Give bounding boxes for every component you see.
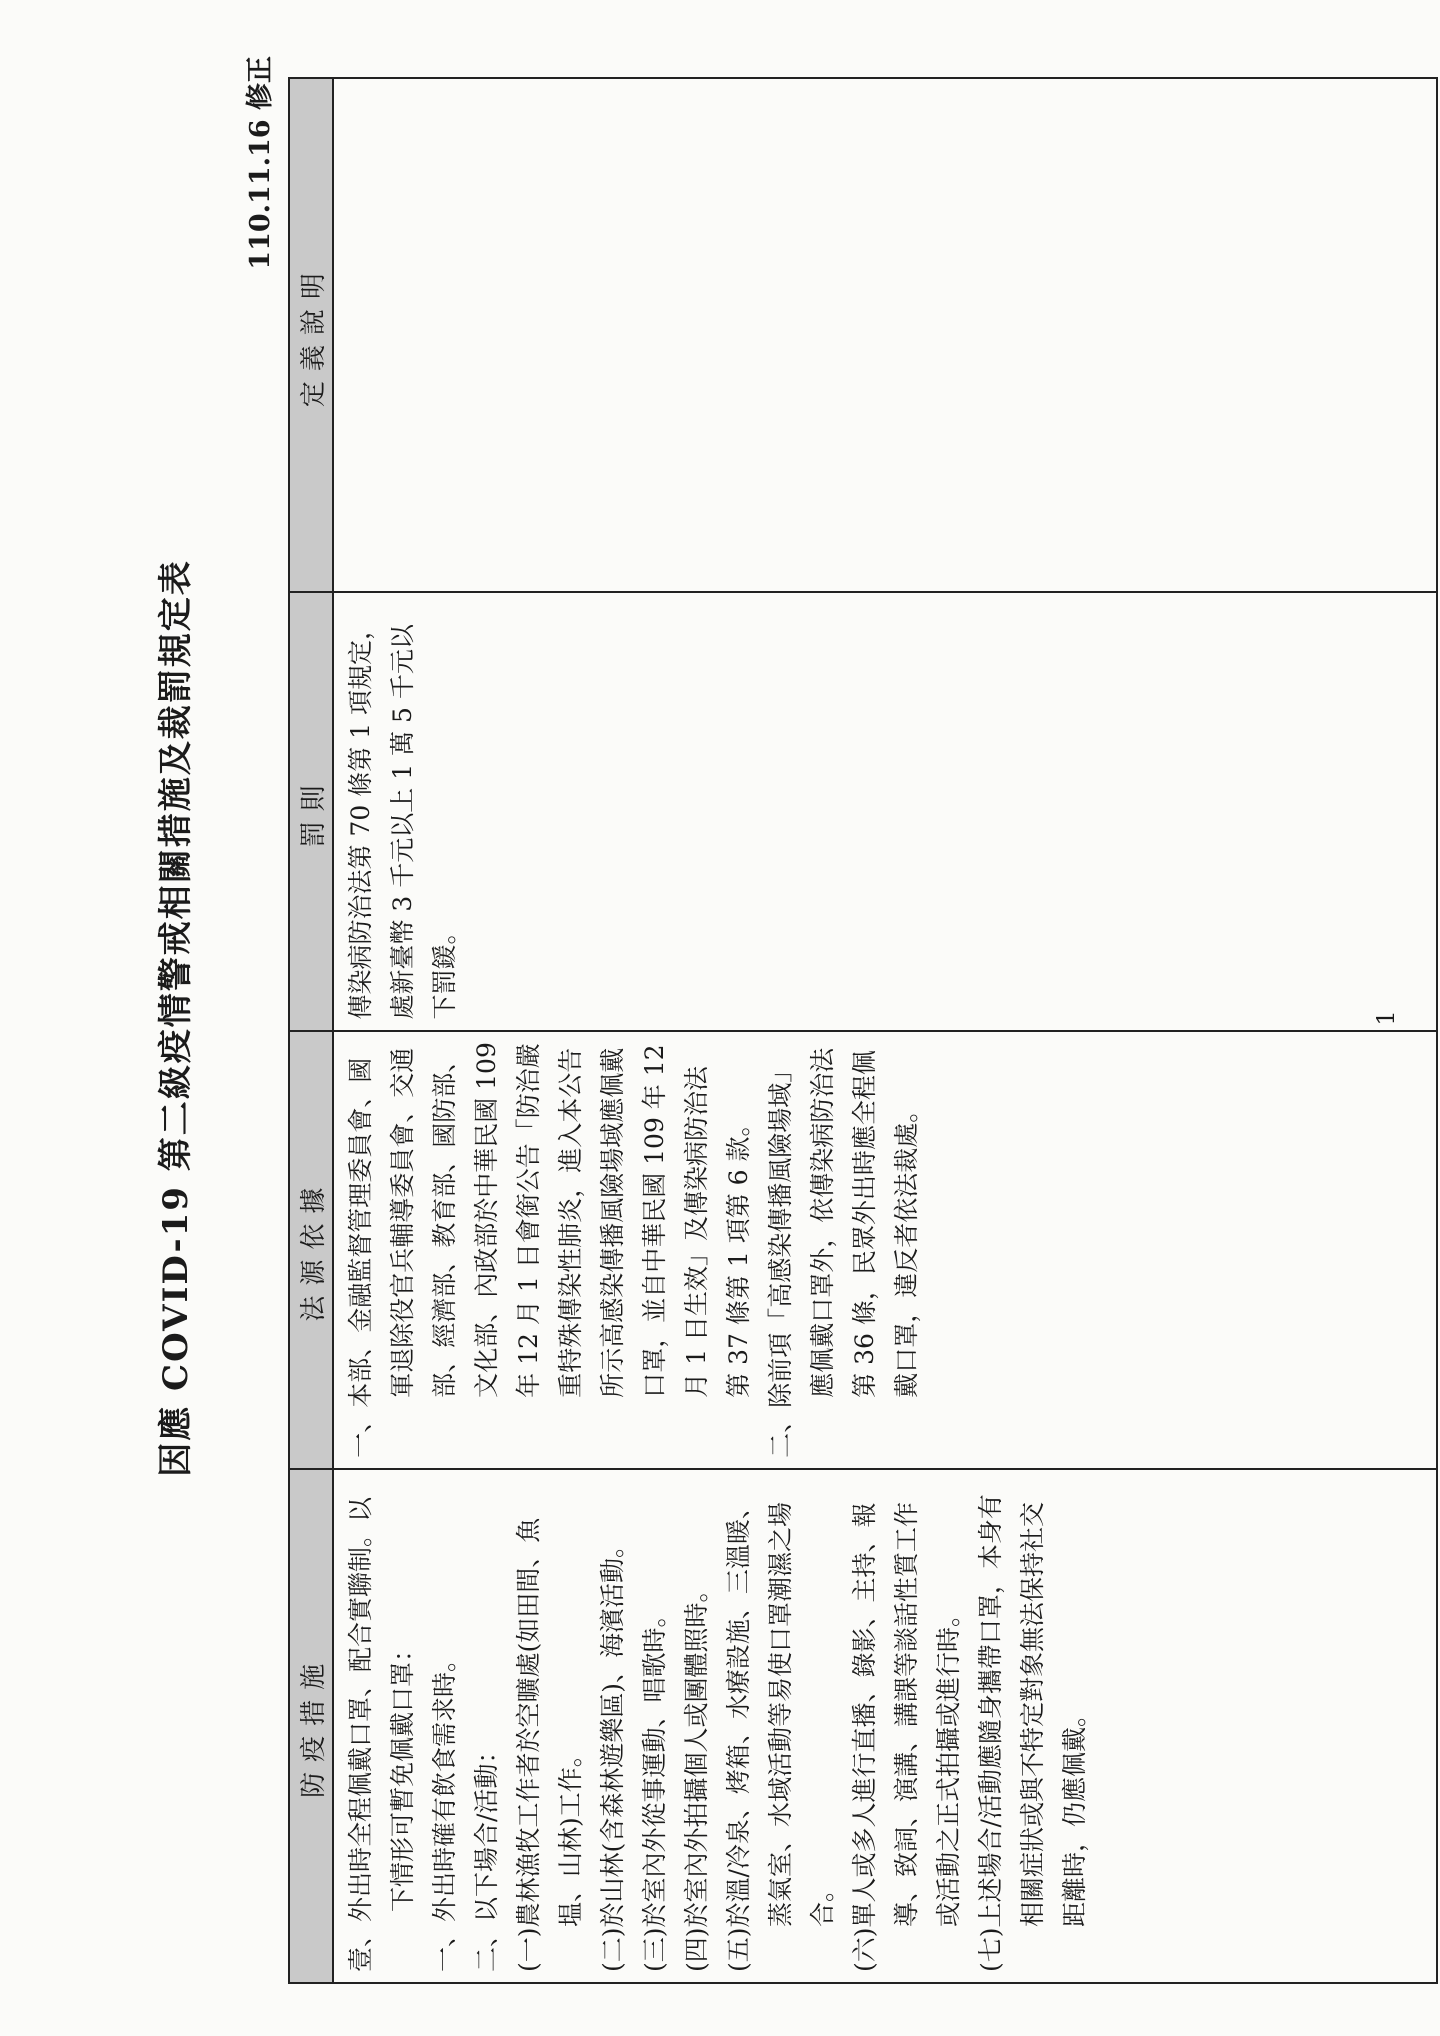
measure-item: (五)於溫/冷泉、烤箱、水療設施、三溫暖、蒸氣室、水域活動等易使口罩潮濕之場合。 bbox=[724, 1494, 837, 1972]
measure-item: 二、以下場合/活動： bbox=[472, 1738, 501, 1972]
penalty-text: 傳染病防治法第 70 條第 1 項規定，處新臺幣 3 千元以上 1 萬 5 千元以下罰鍰。 bbox=[346, 615, 459, 1020]
measure-item: (四)於室內外拍攝個人或團體照時。 bbox=[682, 1577, 711, 1972]
regulation-table bbox=[288, 77, 1438, 1984]
document-title: 因應 COVID-19 第二級疫情警戒相關措施及裁罰規定表 bbox=[156, 559, 196, 1477]
page-number: 1 bbox=[1372, 1010, 1400, 1026]
measures-cell bbox=[333, 1469, 1437, 1983]
measure-item: 一、外出時確有飲食需求時。 bbox=[430, 1646, 459, 1972]
revision-date: 110.11.16 修正 bbox=[245, 56, 276, 270]
header-penalty: 罰則 bbox=[289, 592, 333, 1030]
measure-item: (三)於室內外從事運動、唱歌時。 bbox=[640, 1602, 669, 1972]
header-measures: 防疫措施 bbox=[289, 1469, 333, 1983]
measure-item: (一)農林漁牧工作者於空曠處(如田間、魚塭、山林)工作。 bbox=[514, 1517, 585, 1972]
table-row bbox=[333, 78, 1437, 1983]
header-definition: 定義說明 bbox=[289, 78, 333, 592]
legal-basis-cell bbox=[333, 1031, 1437, 1469]
legal-basis-item: 二、除前項「高感染傳播風險場域」應佩戴口罩外，依傳染病防治法第 36 條，民眾外出時應全程佩戴口罩，違反者依法裁處。 bbox=[766, 1047, 921, 1458]
legal-basis-item: 一、本部、金融監督管理委員會、國軍退除役官兵輔導委員會、交通部、經濟部、教育部、國防部、文化部、內政部於中華民國 109 年 12 月 1 日會銜公告「防治嚴重特殊傳染性肺炎，進入本公告所示高感染傳播風險場域應佩戴口罩，並自中華民國 109 年 12 月 1 日生效」及傳染病防治法第 37 條第 1 項第 6 款。 bbox=[346, 1042, 753, 1458]
measure-item: (二)於山林(含森林遊樂區)、海濱活動。 bbox=[598, 1532, 627, 1972]
table-header-row bbox=[289, 78, 333, 1983]
penalty-cell bbox=[333, 592, 1437, 1030]
measure-item: 壹、外出時全程佩戴口罩、配合實聯制。以下情形可暫免佩戴口罩： bbox=[346, 1496, 417, 1972]
definition-cell bbox=[333, 78, 1437, 592]
measure-item: (七)上述場合/活動應隨身攜帶口罩，本身有相關症狀或與不特定對象無法保持社交距離時，仍應佩戴。 bbox=[976, 1494, 1089, 1972]
measure-item: (六)單人或多人進行直播、錄影、主持、報導、致詞、演講、講課等談話性質工作或活動之正式拍攝或進行時。 bbox=[850, 1501, 963, 1972]
header-legal-basis: 法源依據 bbox=[289, 1031, 333, 1469]
